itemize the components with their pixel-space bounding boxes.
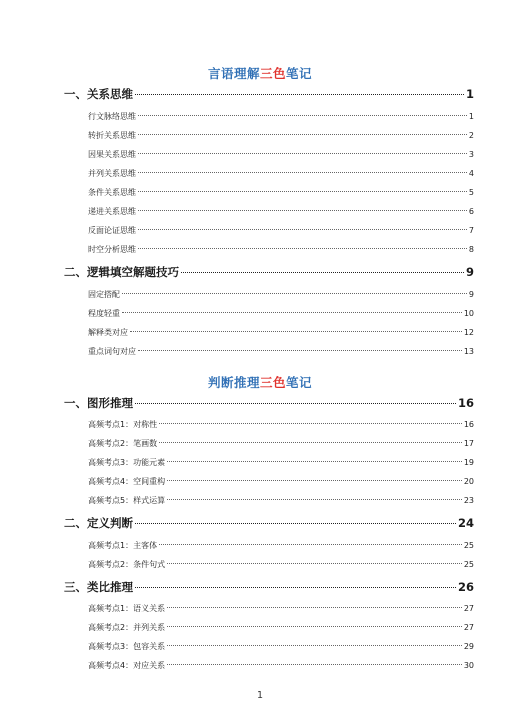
dot-leader xyxy=(138,248,467,249)
toc-page-number: 16 xyxy=(463,420,474,429)
section-title-part: 笔记 xyxy=(286,66,313,81)
toc-chapter-entry[interactable] xyxy=(64,515,474,531)
dot-leader xyxy=(138,191,467,192)
dot-leader xyxy=(138,153,467,154)
toc-item-label: 高频考点2：条件句式 xyxy=(88,560,166,569)
toc-page-number: 24 xyxy=(457,516,474,530)
toc-item-label: 时空分析思维 xyxy=(88,245,136,254)
toc-item-entry[interactable] xyxy=(88,130,474,141)
toc-chapter-entry[interactable] xyxy=(64,264,474,280)
dot-leader xyxy=(138,134,467,135)
toc-page-number: 23 xyxy=(463,496,474,505)
toc-item-label: 解释类对应 xyxy=(88,328,128,337)
dot-leader xyxy=(167,626,462,627)
toc-chapter-entry[interactable] xyxy=(64,395,474,411)
dot-leader xyxy=(167,607,462,608)
toc-page-number: 8 xyxy=(468,245,474,254)
toc-item-entry[interactable] xyxy=(88,327,474,338)
toc-item-label: 高频考点5：样式运算 xyxy=(88,496,166,505)
toc-item-entry[interactable] xyxy=(88,603,474,614)
toc-page-number: 3 xyxy=(468,150,474,159)
section-title-color-word: 三色 xyxy=(259,66,286,81)
toc-item-label: 高频考点3：功能元素 xyxy=(88,458,166,467)
toc-page-number: 13 xyxy=(463,347,474,356)
section-title-yanyu xyxy=(0,64,520,82)
dot-leader xyxy=(122,312,462,313)
dot-leader xyxy=(135,94,464,95)
toc-page-number: 10 xyxy=(463,309,474,318)
toc-page-number: 25 xyxy=(463,560,474,569)
toc-item-entry[interactable] xyxy=(88,438,474,449)
toc-item-entry[interactable] xyxy=(88,559,474,570)
toc-page-number: 2 xyxy=(468,131,474,140)
dot-leader xyxy=(138,172,467,173)
toc-chapter-label: 一、图形推理 xyxy=(64,396,133,410)
dot-leader xyxy=(138,350,462,351)
dot-leader xyxy=(135,587,456,588)
toc-item-label: 高频考点2：并列关系 xyxy=(88,623,166,632)
toc-item-entry[interactable] xyxy=(88,495,474,506)
toc-item-label: 并列关系思维 xyxy=(88,169,136,178)
toc-page-number: 9 xyxy=(468,290,474,299)
section-title-part: 判断推理 xyxy=(207,375,260,390)
dot-leader xyxy=(167,645,462,646)
toc-page-number: 6 xyxy=(468,207,474,216)
dot-leader xyxy=(159,442,462,443)
toc-page-number: 4 xyxy=(468,169,474,178)
toc-page-number: 1 xyxy=(465,87,474,101)
dot-leader xyxy=(159,423,462,424)
toc-item-label: 因果关系思维 xyxy=(88,150,136,159)
toc-item-label: 高频考点1：对称性 xyxy=(88,420,158,429)
toc-item-label: 递进关系思维 xyxy=(88,207,136,216)
toc-item-entry[interactable] xyxy=(88,206,474,217)
dot-leader xyxy=(138,229,467,230)
dot-leader xyxy=(159,544,462,545)
toc-page-number: 16 xyxy=(457,396,474,410)
section-title-panduan xyxy=(0,373,520,391)
toc-item-entry[interactable] xyxy=(88,244,474,255)
dot-leader xyxy=(138,210,467,211)
toc-item-label: 高频考点1：主客体 xyxy=(88,541,158,550)
toc-page-number: 9 xyxy=(465,265,474,279)
toc-page-number: 17 xyxy=(463,439,474,448)
toc-item-entry[interactable] xyxy=(88,346,474,357)
toc-item-entry[interactable] xyxy=(88,540,474,551)
toc-item-entry[interactable] xyxy=(88,225,474,236)
toc-chapter-label: 一、关系思维 xyxy=(64,87,133,101)
toc-item-entry[interactable] xyxy=(88,476,474,487)
toc-item-label: 高频考点2：笔画数 xyxy=(88,439,158,448)
section-title-part: 笔记 xyxy=(286,375,313,390)
toc-page-number: 19 xyxy=(463,458,474,467)
toc-item-label: 高频考点4：空间重构 xyxy=(88,477,166,486)
toc-item-entry[interactable] xyxy=(88,660,474,671)
dot-leader xyxy=(135,403,456,404)
dot-leader xyxy=(135,523,456,524)
toc-page-number: 20 xyxy=(463,477,474,486)
toc-page-number: 25 xyxy=(463,541,474,550)
toc-item-entry[interactable] xyxy=(88,289,474,300)
dot-leader xyxy=(122,293,467,294)
toc-item-label: 条件关系思维 xyxy=(88,188,136,197)
toc-page-number: 30 xyxy=(463,661,474,670)
toc-page-number: 27 xyxy=(463,623,474,632)
dot-leader xyxy=(167,480,462,481)
toc-chapter-entry[interactable] xyxy=(64,579,474,595)
toc-page-number: 29 xyxy=(463,642,474,651)
toc-item-entry[interactable] xyxy=(88,457,474,468)
toc-item-entry[interactable] xyxy=(88,149,474,160)
dot-leader xyxy=(167,461,462,462)
toc-page-number: 12 xyxy=(463,328,474,337)
dot-leader xyxy=(167,664,462,665)
toc-item-label: 重点词句对应 xyxy=(88,347,136,356)
toc-page-number: 5 xyxy=(468,188,474,197)
toc-item-entry[interactable] xyxy=(88,308,474,319)
toc-item-label: 高频考点1：语义关系 xyxy=(88,604,166,613)
toc-page-number: 27 xyxy=(463,604,474,613)
toc-chapter-label: 三、类比推理 xyxy=(64,580,133,594)
toc-item-entry[interactable] xyxy=(88,622,474,633)
toc-item-label: 程度轻重 xyxy=(88,309,120,318)
toc-chapter-entry[interactable] xyxy=(64,86,474,102)
toc-item-label: 行文脉络思维 xyxy=(88,112,136,121)
toc-item-entry[interactable] xyxy=(88,641,474,652)
dot-leader xyxy=(167,563,462,564)
toc-item-entry[interactable] xyxy=(88,419,474,430)
toc-item-entry[interactable] xyxy=(88,187,474,198)
dot-leader xyxy=(130,331,462,332)
toc-item-label: 固定搭配 xyxy=(88,290,120,299)
toc-item-label: 高频考点3：包容关系 xyxy=(88,642,166,651)
toc-item-label: 转折关系思维 xyxy=(88,131,136,140)
section-title-part: 言语理解 xyxy=(207,66,260,81)
toc-chapter-label: 二、定义判断 xyxy=(64,516,133,530)
toc-chapter-label: 二、逻辑填空解题技巧 xyxy=(64,265,179,279)
toc-item-label: 反面论证思维 xyxy=(88,226,136,235)
toc-item-entry[interactable] xyxy=(88,111,474,122)
dot-leader xyxy=(181,272,464,273)
toc-page-number: 7 xyxy=(468,226,474,235)
page-number-footer: 1 xyxy=(256,690,264,701)
dot-leader xyxy=(167,499,462,500)
toc-page-number: 1 xyxy=(468,112,474,121)
dot-leader xyxy=(138,115,467,116)
section-title-color-word: 三色 xyxy=(259,375,286,390)
toc-page-number: 26 xyxy=(457,580,474,594)
toc-item-label: 高频考点4：对应关系 xyxy=(88,661,166,670)
toc-item-entry[interactable] xyxy=(88,168,474,179)
